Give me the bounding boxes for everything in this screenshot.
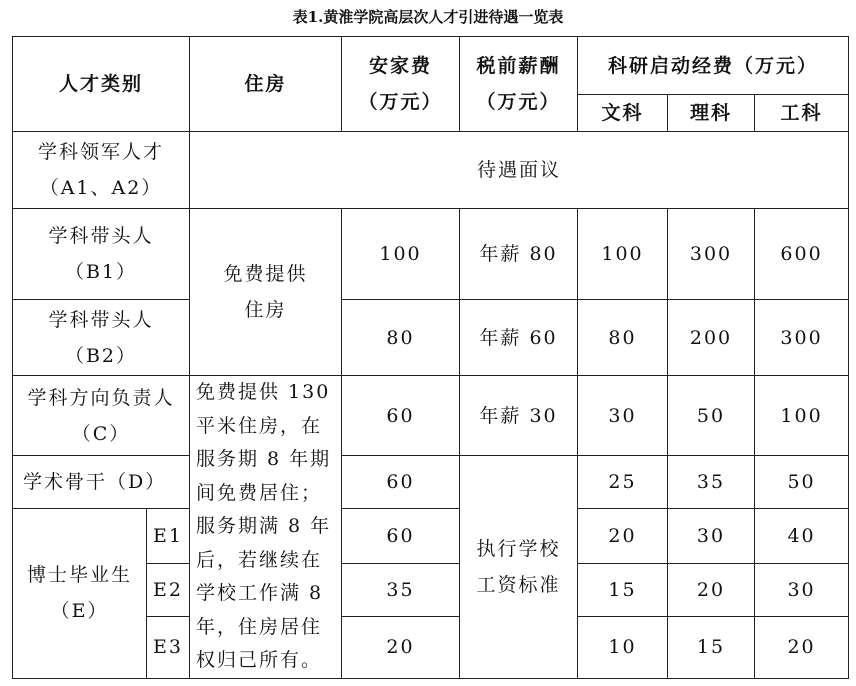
science-c: 50 [668,376,755,456]
category-a [13,132,190,209]
liberal-c: 30 [578,376,668,456]
housing-b-line2: 住房 [244,299,287,321]
housing-c-e-line9: 权归己所有。 [196,649,323,671]
table-row-b2 [13,300,849,376]
category-a-name: 学科领军人才 [38,141,165,163]
benefits-negotiated: 待遇面议 [190,132,849,209]
housing-c-e-line6: 后，若继续在 [196,548,323,571]
header-housing: 住房 [190,37,342,132]
table-row-a [13,132,849,209]
category-b1-code: （B1） [64,261,138,283]
header-salary-line2: （万元） [476,91,561,113]
category-c-code: （C） [71,422,131,445]
category-e [13,509,147,678]
housing-c-e-line8: 年，住房居住 [196,615,323,638]
subcategory-e2: E2 [147,563,190,616]
settle-c: 60 [342,376,460,456]
table-row-d [13,456,849,509]
settle-e1: 60 [342,509,460,563]
housing-b [190,209,342,376]
salary-d-e-line2: 工资标准 [476,573,561,596]
settle-e3: 20 [342,616,460,678]
subcategory-e3: E3 [147,616,190,678]
engineering-b2: 300 [755,300,849,376]
science-b2: 200 [668,300,755,376]
category-e-name: 博士毕业生 [26,564,132,587]
science-d: 35 [668,456,755,509]
talent-benefits-table [12,36,849,679]
liberal-e1: 20 [578,509,668,563]
header-research-fund: 科研启动经费（万元） [578,37,849,95]
salary-d-e-line1: 执行学校 [476,537,561,560]
subcategory-e1: E1 [147,509,190,563]
liberal-b2: 80 [578,300,668,376]
engineering-e1: 40 [755,509,849,563]
housing-c-e-line2: 平米住房，在 [196,414,323,437]
science-e1: 30 [668,509,755,563]
science-b1: 300 [668,209,755,300]
category-b2 [13,300,190,376]
category-c [13,376,190,456]
table-row-b1 [13,209,849,300]
category-b1-name: 学科带头人 [48,225,154,247]
housing-b-line1: 免费提供 [223,263,308,285]
table-row-c [13,376,849,456]
category-b2-code: （B2） [64,344,138,367]
engineering-e3: 20 [755,616,849,678]
salary-b1: 年薪 80 [460,209,578,300]
header-engineering: 工科 [755,95,849,132]
salary-c: 年薪 30 [460,376,578,456]
category-b2-name: 学科带头人 [48,308,154,331]
housing-c-e-line5: 服务期满 8 年 [196,515,332,537]
engineering-e2: 30 [755,563,849,616]
header-settlement-fee [342,37,460,132]
settle-b1: 100 [342,209,460,300]
salary-b2: 年薪 60 [460,300,578,376]
salary-d-e [460,456,578,679]
housing-c-e-line1: 免费提供 130 [196,381,331,403]
science-e3: 15 [668,616,755,678]
engineering-d: 50 [755,456,849,509]
table-title: 表1.黄淮学院高层次人才引进待遇一览表 [292,8,564,26]
housing-c-e [190,376,342,679]
category-d: 学术骨干（D） [13,456,190,509]
housing-c-e-line4: 间免费居住； [196,481,323,504]
header-science: 理科 [668,95,755,132]
category-e-code: （E） [50,600,109,623]
liberal-b1: 100 [578,209,668,300]
liberal-e2: 15 [578,563,668,616]
header-salary [460,37,578,132]
category-b1 [13,209,190,300]
settle-e2: 35 [342,563,460,616]
settle-b2: 80 [342,300,460,376]
header-category: 人才类别 [13,37,190,132]
table-row-e1 [13,509,849,563]
housing-c-e-line3: 服务期 8 年期 [196,448,332,470]
header-salary-line1: 税前薪酬 [476,55,561,77]
header-liberal-arts: 文科 [578,95,668,132]
housing-c-e-line7: 学校工作满 8 [196,582,324,604]
settle-d: 60 [342,456,460,509]
engineering-c: 100 [755,376,849,456]
header-row-1 [13,37,849,95]
category-c-name: 学科方向负责人 [27,386,175,409]
category-a-code: （A1、A2） [39,177,163,199]
science-e2: 20 [668,563,755,616]
engineering-b1: 600 [755,209,849,300]
header-settlement-line2: （万元） [358,91,443,113]
header-settlement-line1: 安家费 [369,55,433,77]
liberal-d: 25 [578,456,668,509]
liberal-e3: 10 [578,616,668,678]
